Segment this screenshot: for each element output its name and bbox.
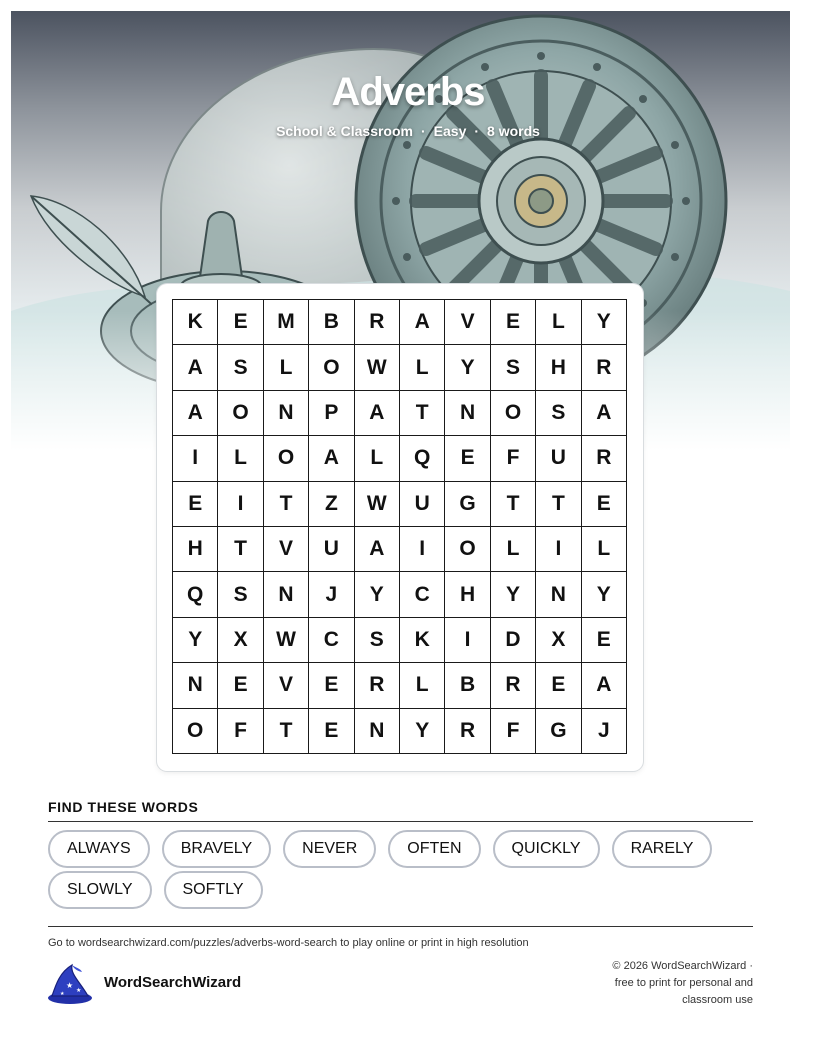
grid-cell[interactable]: I (445, 618, 490, 663)
meta-separator: · (474, 123, 480, 139)
grid-cell[interactable]: R (355, 663, 400, 708)
grid-cell[interactable]: O (445, 527, 490, 572)
grid-cell[interactable]: F (491, 436, 536, 481)
grid-cell[interactable]: B (445, 663, 490, 708)
grid-cell[interactable]: V (264, 527, 309, 572)
svg-text:★: ★ (76, 987, 82, 994)
grid-cell[interactable]: E (536, 663, 581, 708)
word-pill[interactable]: BRAVELY (162, 830, 271, 868)
puzzle-url-text: Go to wordsearchwizard.com/puzzles/adverbs-word-search to play online or print in high resolution (48, 937, 529, 949)
copyright-line: classroom use (682, 994, 753, 1006)
grid-cell[interactable]: I (536, 527, 581, 572)
grid-cell[interactable]: N (445, 391, 490, 436)
grid-cell[interactable]: U (309, 527, 354, 572)
grid-cell[interactable]: N (536, 572, 581, 617)
brand-name: WordSearchWizard (104, 974, 242, 991)
grid-cell[interactable]: R (582, 436, 627, 481)
grid-cell[interactable]: E (445, 436, 490, 481)
grid-cell[interactable]: Y (173, 618, 218, 663)
grid-cell[interactable]: A (582, 663, 627, 708)
grid-cell[interactable]: K (400, 618, 445, 663)
grid-cell[interactable]: I (218, 482, 263, 527)
grid-cell[interactable]: S (355, 618, 400, 663)
word-pill[interactable]: SLOWLY (48, 871, 152, 909)
grid-cell[interactable]: E (491, 300, 536, 345)
grid-cell[interactable]: O (173, 709, 218, 754)
grid-cell[interactable]: M (264, 300, 309, 345)
grid-cell[interactable]: O (491, 391, 536, 436)
grid-cell[interactable]: N (355, 709, 400, 754)
grid-cell[interactable]: A (400, 300, 445, 345)
grid-cell[interactable]: A (582, 391, 627, 436)
grid-cell[interactable]: T (264, 709, 309, 754)
grid-cell[interactable]: L (400, 345, 445, 390)
grid-cell[interactable]: I (400, 527, 445, 572)
grid-cell[interactable]: O (218, 391, 263, 436)
grid-cell[interactable]: L (355, 436, 400, 481)
page-title: Adverbs (331, 70, 485, 114)
grid-cell[interactable]: E (173, 482, 218, 527)
grid-cell[interactable]: E (218, 663, 263, 708)
grid-cell[interactable]: R (445, 709, 490, 754)
difficulty-label: Easy (433, 123, 467, 139)
grid-cell[interactable]: V (445, 300, 490, 345)
letter-grid (172, 299, 627, 754)
puzzle-meta (0, 123, 816, 139)
grid-cell[interactable]: F (218, 709, 263, 754)
grid-cell[interactable]: Y (355, 572, 400, 617)
word-pill[interactable]: ALWAYS (48, 830, 150, 868)
grid-cell[interactable]: X (536, 618, 581, 663)
grid-cell[interactable]: N (264, 391, 309, 436)
word-list (48, 830, 768, 909)
grid-cell[interactable]: K (173, 300, 218, 345)
grid-cell[interactable]: B (309, 300, 354, 345)
grid-cell[interactable]: A (355, 391, 400, 436)
grid-cell[interactable]: O (264, 436, 309, 481)
category-label: School & Classroom (276, 123, 413, 139)
grid-cell[interactable]: C (309, 618, 354, 663)
grid-cell[interactable]: W (355, 345, 400, 390)
grid-cell[interactable]: L (491, 527, 536, 572)
grid-cell[interactable]: A (173, 345, 218, 390)
grid-cell[interactable]: F (491, 709, 536, 754)
grid-cell[interactable]: S (218, 345, 263, 390)
grid-cell[interactable]: P (309, 391, 354, 436)
grid-cell[interactable]: E (218, 300, 263, 345)
grid-cell[interactable]: D (491, 618, 536, 663)
grid-cell[interactable]: Q (400, 436, 445, 481)
grid-cell[interactable]: L (400, 663, 445, 708)
svg-text:★: ★ (60, 991, 65, 997)
grid-cell[interactable]: Y (491, 572, 536, 617)
grid-cell[interactable]: N (264, 572, 309, 617)
grid-cell[interactable]: Q (173, 572, 218, 617)
grid-cell[interactable]: L (218, 436, 263, 481)
grid-cell[interactable]: G (445, 482, 490, 527)
grid-cell[interactable]: X (218, 618, 263, 663)
grid-cell[interactable]: S (491, 345, 536, 390)
grid-cell[interactable]: A (173, 391, 218, 436)
grid-cell[interactable]: L (582, 527, 627, 572)
grid-cell[interactable]: V (264, 663, 309, 708)
word-count-label: 8 words (487, 123, 540, 139)
grid-cell[interactable]: Y (582, 300, 627, 345)
grid-cell[interactable]: T (400, 391, 445, 436)
word-pill[interactable]: SOFTLY (164, 871, 263, 909)
heading-divider (48, 821, 753, 822)
grid-cell[interactable]: E (582, 482, 627, 527)
grid-cell[interactable]: R (582, 345, 627, 390)
grid-cell[interactable]: E (582, 618, 627, 663)
copyright-notice (553, 958, 753, 1009)
grid-cell[interactable]: Y (400, 709, 445, 754)
grid-cell[interactable]: E (309, 663, 354, 708)
grid-cell[interactable]: E (309, 709, 354, 754)
grid-cell[interactable]: U (536, 436, 581, 481)
word-pill[interactable]: NEVER (283, 830, 376, 868)
word-pill[interactable]: RARELY (612, 830, 713, 868)
grid-cell[interactable]: O (309, 345, 354, 390)
copyright-line: free to print for personal and (614, 977, 753, 989)
grid-cell[interactable]: A (309, 436, 354, 481)
word-pill[interactable]: QUICKLY (493, 830, 600, 868)
grid-cell[interactable]: H (445, 572, 490, 617)
word-pill[interactable]: OFTEN (388, 830, 480, 868)
grid-cell[interactable]: Z (309, 482, 354, 527)
grid-cell[interactable]: R (355, 300, 400, 345)
meta-separator: · (420, 123, 426, 139)
grid-cell[interactable]: S (536, 391, 581, 436)
footer-divider (48, 926, 753, 927)
grid-cell[interactable]: H (536, 345, 581, 390)
grid-cell[interactable]: Y (445, 345, 490, 390)
grid-cell[interactable]: T (264, 482, 309, 527)
grid-cell[interactable]: W (355, 482, 400, 527)
grid-cell[interactable]: J (309, 572, 354, 617)
svg-text:★: ★ (66, 981, 74, 990)
grid-cell[interactable]: G (536, 709, 581, 754)
grid-cell[interactable]: J (582, 709, 627, 754)
grid-cell[interactable]: Y (582, 572, 627, 617)
copyright-line: © 2026 WordSearchWizard · (612, 960, 753, 972)
grid-cell[interactable]: H (173, 527, 218, 572)
grid-cell[interactable]: W (264, 618, 309, 663)
grid-cell[interactable]: L (536, 300, 581, 345)
word-list-heading: FIND THESE WORDS (48, 799, 199, 815)
grid-cell[interactable]: R (491, 663, 536, 708)
grid-cell[interactable]: L (264, 345, 309, 390)
grid-cell[interactable]: C (400, 572, 445, 617)
grid-cell[interactable]: T (491, 482, 536, 527)
grid-cell[interactable]: T (218, 527, 263, 572)
grid-cell[interactable]: A (355, 527, 400, 572)
puzzle-card (157, 284, 643, 771)
grid-cell[interactable]: N (173, 663, 218, 708)
grid-cell[interactable]: T (536, 482, 581, 527)
grid-cell[interactable]: U (400, 482, 445, 527)
grid-cell[interactable]: S (218, 572, 263, 617)
wizard-hat-icon (46, 962, 94, 1006)
grid-cell[interactable]: I (173, 436, 218, 481)
